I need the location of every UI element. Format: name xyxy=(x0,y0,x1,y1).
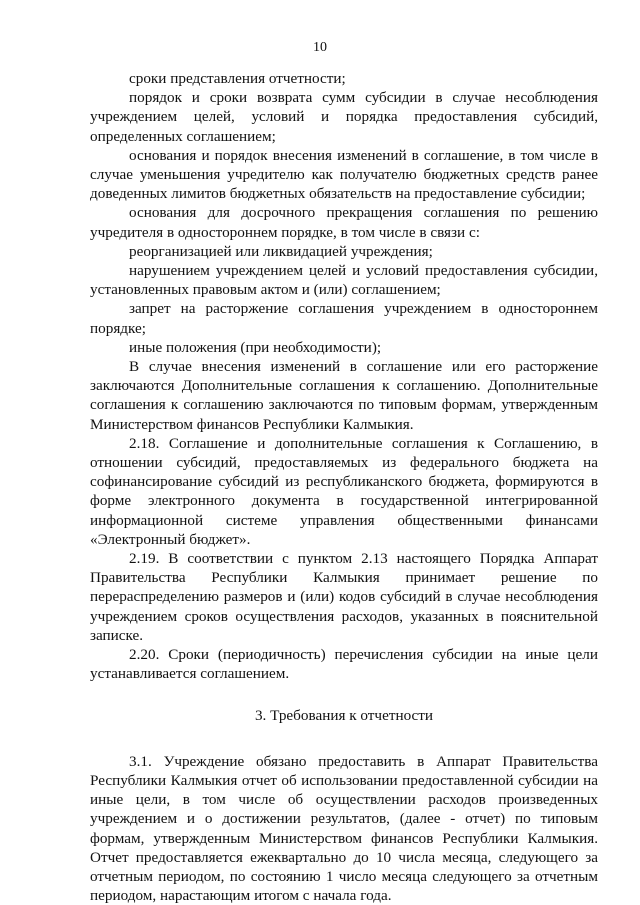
page-number: 10 xyxy=(313,40,327,55)
paragraph: сроки представления отчетности; xyxy=(129,70,346,87)
paragraph: 3.1. Учреждение обязано предоставить в Аппарат Правительства Республики Калмыкия отчет об использовании предоставленной субсидии на иные цели, в том числе об осуществлении расходов произведенных учреждением и о достижении результатов, (далее - отчет) по типовым формам, утвержденным Министерством финансов Республики Калмыкия. Отчет предоставляется ежеквартально до 10 числа месяца, следующего за отчетным периодом, по состоянию 1 число месяца следующего за отчетным периодом, нарастающим итогом с начала года. xyxy=(90,752,598,905)
paragraph: реорганизацией или ликвидацией учреждения; xyxy=(129,242,433,260)
paragraph: основания для досрочного прекращения соглашения по решению учредителя в одностороннем порядке, в том числе в связи с: xyxy=(90,204,598,241)
paragraph: иные положения (при необходимости); xyxy=(129,338,382,356)
section-heading: 3. Требования к отчетности xyxy=(254,706,434,724)
paragraph: запрет на расторжение соглашения учреждением в одностороннем порядке; xyxy=(90,300,598,337)
paragraph: 2.20. Сроки (периодичность) перечисления субсидии на иные цели устанавливается соглашением. xyxy=(90,646,598,683)
paragraph: основания и порядок внесения изменений в соглашение, в том числе в случае уменьшения учредителю как получателю бюджетных средств ранее доведенных лимитов бюджетных обязательств на предоставление субсидии; xyxy=(90,146,598,203)
paragraph: порядок и сроки возврата сумм субсидии в случае несоблюдения учреждением целей, условий и порядка предоставления субсидий, определенных соглашением; xyxy=(90,89,598,145)
paragraph: 2.18. Соглашение и дополнительные соглашения к Соглашению, в отношении субсидий, предоставляемых из федерального бюджета на софинансирование субсидий из республиканского бюджета, формируются в форме электронного документа в государственной интегрированной информационной системе управления общественными финансами «Электронный бюджет». xyxy=(90,434,598,548)
paragraph: В случае внесения изменений в соглашение или его расторжение заключаются Дополнительные соглашения к соглашению. Дополнительные соглашения к соглашению заключаются по типовым формам, утвержденным Министерством финансов Республики Калмыкия. xyxy=(90,358,598,433)
paragraph: 2.19. В соответствии с пунктом 2.13 настоящего Порядка Аппарат Правительства Республики Калмыкия принимает решение по перераспределению размеров и (или) кодов субсидий в случае несоблюдения учреждением сроков осуществления расходов, указанных в пояснительной записке. xyxy=(90,550,598,644)
document-body xyxy=(90,69,598,905)
paragraph: нарушением учреждением целей и условий предоставления субсидии, установленных правовым актом и (или) соглашением; xyxy=(90,262,598,299)
